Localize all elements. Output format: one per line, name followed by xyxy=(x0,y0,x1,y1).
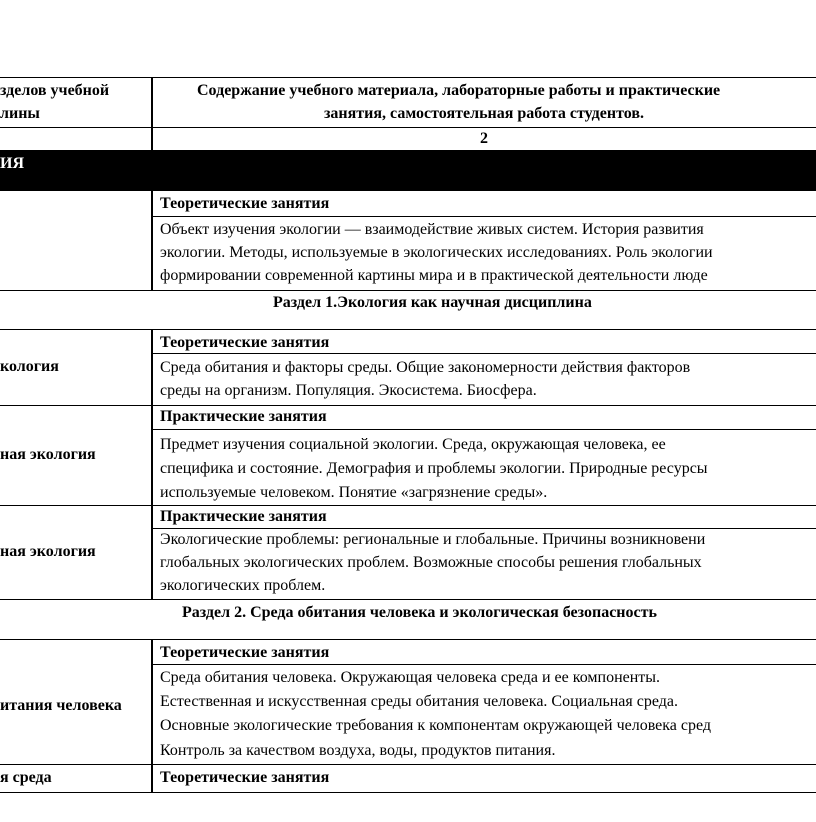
column-divider xyxy=(151,639,153,792)
row-text-line: экологических проблем. xyxy=(160,577,326,594)
thematic-plan-table xyxy=(0,77,816,822)
table-header-row xyxy=(0,77,816,127)
column-divider xyxy=(151,77,153,150)
column-divider xyxy=(151,191,153,290)
column-divider xyxy=(151,329,153,599)
row-text-line: специфика и состояние. Демография и проблемы экологии. Природные ресурсы xyxy=(160,460,708,477)
row-divider xyxy=(152,664,816,665)
row-text-line: Объект изучения экологии — взаимодействие живых систем. История развития xyxy=(160,221,704,238)
row-topic: ная экология xyxy=(0,446,96,463)
row-text-line: Естественная и искусственная среды обитания человека. Социальная среда. xyxy=(160,693,678,710)
row-topic: итания человека xyxy=(0,697,122,714)
section-title: Раздел 1.Экология как научная дисциплина xyxy=(273,294,592,311)
row-topic-cell xyxy=(0,329,152,405)
section-title: Раздел 2. Среда обитания человека и экологическая безопасность xyxy=(182,604,657,621)
table-row xyxy=(0,639,816,764)
row-content-cell xyxy=(152,764,816,792)
row-content-cell xyxy=(152,405,816,505)
header-cell-content xyxy=(152,77,816,127)
row-topic-cell xyxy=(0,405,152,505)
row-divider xyxy=(0,792,816,793)
column-number-cell xyxy=(152,127,816,150)
row-content-cell xyxy=(152,329,816,405)
row-topic: кология xyxy=(0,358,59,375)
row-text-line: экологии. Методы, используемые в экологических исследованиях. Роль экологии xyxy=(160,244,713,261)
table-row xyxy=(0,191,816,290)
row-topic-cell xyxy=(0,505,152,599)
row-text-line: глобальных экологических проблем. Возможные способы решения глобальных xyxy=(160,554,702,571)
row-text-line: среды на организм. Популяция. Экосистема. Биосфера. xyxy=(160,382,537,399)
row-topic: я среда xyxy=(0,769,52,786)
row-heading: Практические занятия xyxy=(160,408,327,425)
row-text-line: Среда обитания и факторы среды. Общие закономерности действия факторов xyxy=(160,359,691,376)
row-heading: Теоретические занятия xyxy=(160,195,330,212)
row-text-line: формировании современной картины мира и в практической деятельности люде xyxy=(160,267,708,284)
header-sections-line-2: лины xyxy=(0,105,40,122)
row-topic: ная экология xyxy=(0,543,96,560)
row-content-cell xyxy=(152,505,816,599)
row-text-line: Среда обитания человека. Окружающая человека среда и ее компоненты. xyxy=(160,669,661,686)
row-divider xyxy=(152,353,816,354)
row-divider xyxy=(152,216,816,217)
row-divider xyxy=(152,429,816,430)
table-row xyxy=(0,329,816,405)
header-content-line-1: Содержание учебного материала, лабораторные работы и практические xyxy=(197,82,721,99)
row-heading: Теоретические занятия xyxy=(160,644,330,661)
section-row xyxy=(0,599,816,639)
row-topic-cell xyxy=(0,191,152,290)
row-heading: Теоретические занятия xyxy=(160,769,330,786)
row-content-cell xyxy=(152,639,816,764)
intro-bar xyxy=(0,150,816,191)
table-row xyxy=(0,764,816,792)
row-content-cell xyxy=(152,191,816,290)
row-text-line: Основные экологические требования к компонентам окружающей человека сред xyxy=(160,717,712,734)
row-text-line: Предмет изучения социальной экологии. Среда, окружающая человека, ее xyxy=(160,436,666,453)
column-number: 2 xyxy=(480,130,488,147)
intro-bar-label: ИЯ xyxy=(0,155,24,172)
header-sections-line-1: зделов учебной xyxy=(0,82,110,99)
row-divider xyxy=(152,528,816,529)
row-topic-cell xyxy=(0,639,152,764)
table-row xyxy=(0,405,816,505)
column-number-row xyxy=(0,127,816,150)
row-heading: Практические занятия xyxy=(160,508,327,525)
header-content-line-2: занятия, самостоятельная работа студентов. xyxy=(324,105,644,122)
row-text-line: используемые человеком. Понятие «загрязнение среды». xyxy=(160,484,548,501)
section-row xyxy=(0,290,816,329)
row-topic-cell xyxy=(0,764,152,792)
row-text-line: Контроль за качеством воздуха, воды, продуктов питания. xyxy=(160,742,556,759)
header-cell-sections xyxy=(0,77,152,127)
table-row xyxy=(0,505,816,599)
row-heading: Теоретические занятия xyxy=(160,334,330,351)
row-text-line: Экологические проблемы: региональные и глобальные. Причины возникновени xyxy=(160,531,706,548)
